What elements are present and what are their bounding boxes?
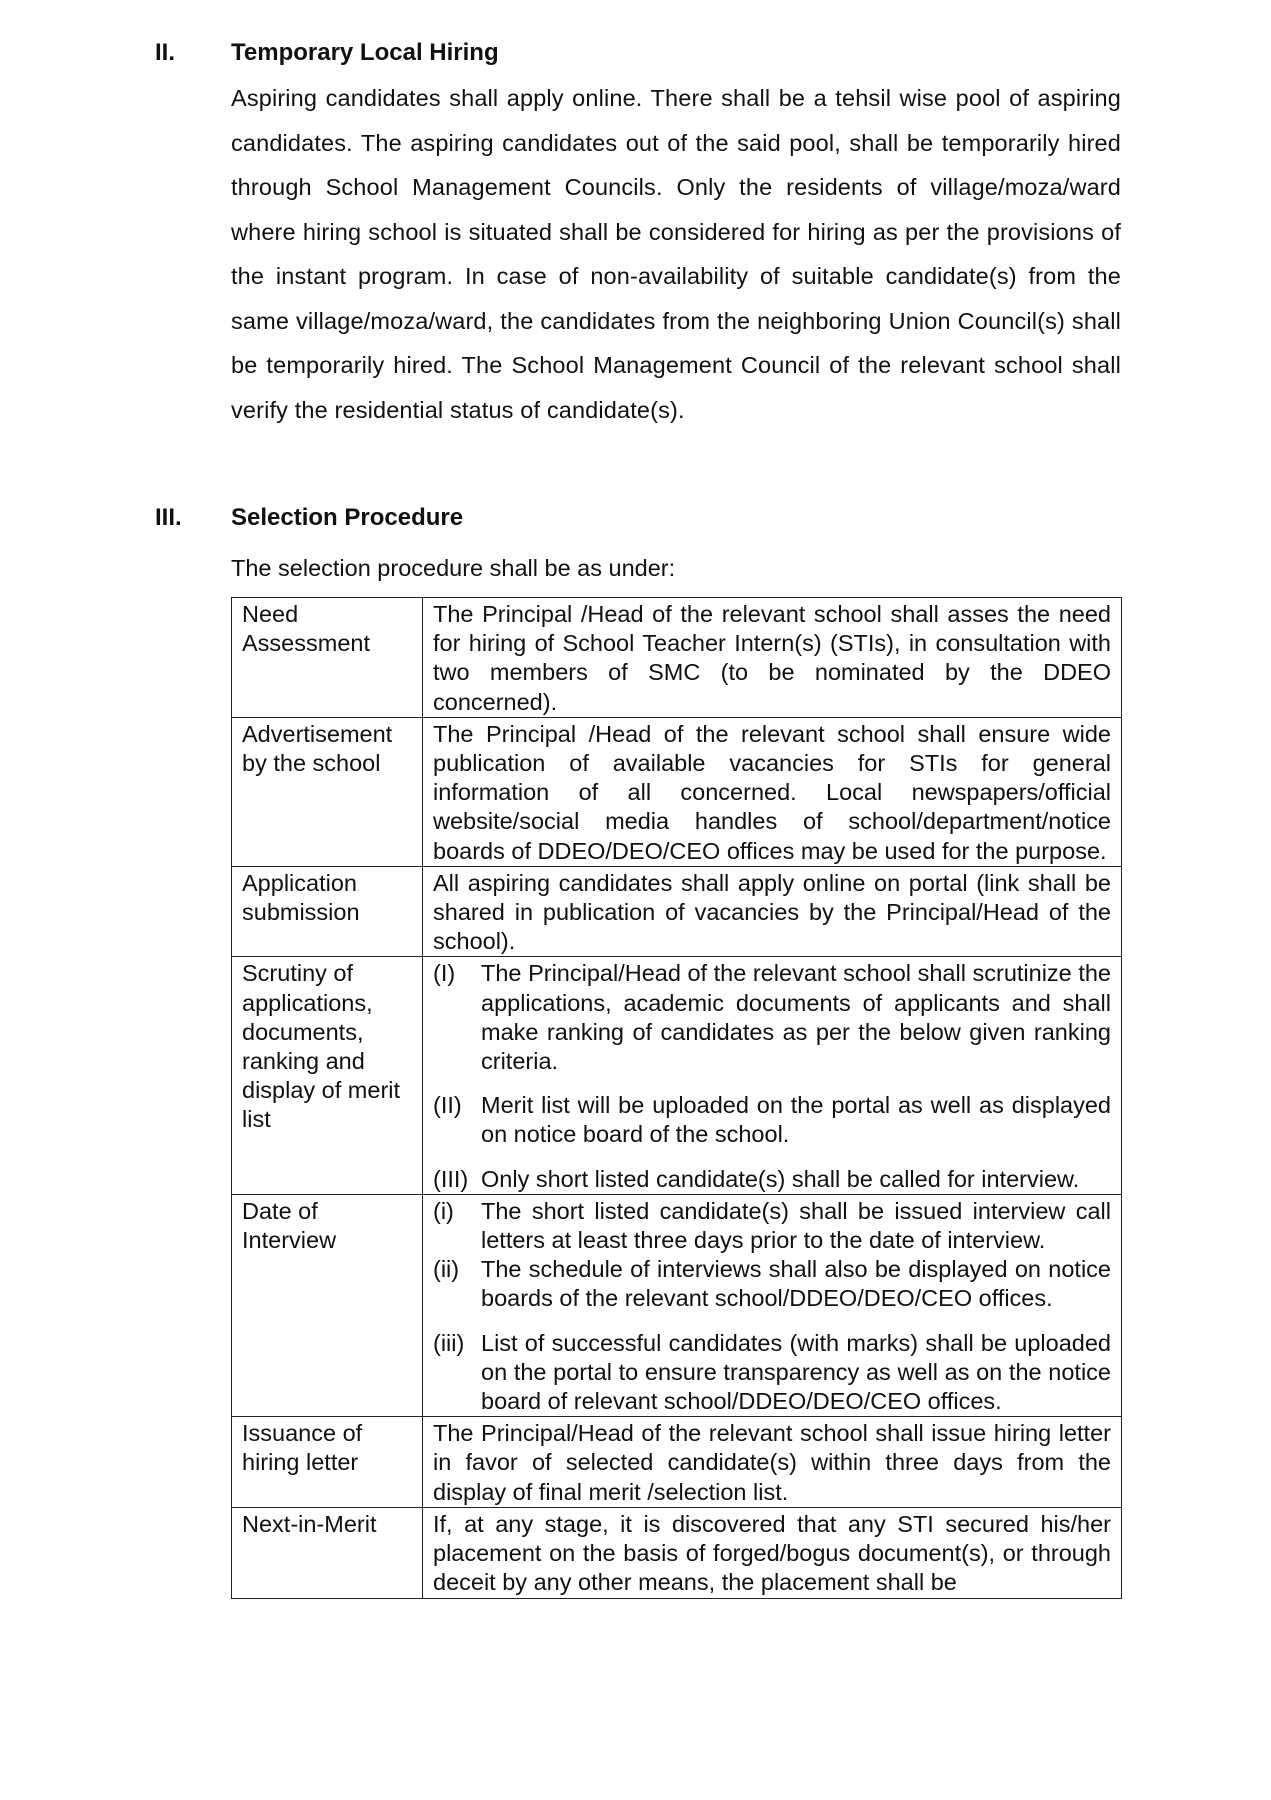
step-label: Application submission	[232, 866, 423, 957]
section-numeral: III.	[155, 504, 182, 531]
step-description: The Principal/Head of the relevant school shall issue hiring letter in favor of selected candidate(s) within three days from the display of final merit /selection list.	[423, 1417, 1122, 1508]
table-row	[232, 598, 1122, 718]
table-row	[232, 717, 1122, 866]
table-row	[232, 1194, 1122, 1416]
section-intro: The selection procedure shall be as under:	[231, 555, 676, 581]
section-paragraph: Aspiring candidates shall apply online. There shall be a tehsil wise pool of aspiring candidates. The aspiring candidates out of the said pool, shall be temporarily hired through School Management Councils. Only the residents of village/moza/ward where hiring school is situated shall be considered for hiring as per the provisions of the instant program. In case of non-availability of suitable candidate(s) from the same village/moza/ward, the candidates from the neighboring Union Council(s) shall be temporarily hired. The School Management Council of the relevant school shall verify the residential status of candidate(s).	[231, 85, 1121, 423]
step-description	[423, 1194, 1122, 1416]
step-description: The Principal /Head of the relevant school shall asses the need for hiring of School Teacher Intern(s) (STIs), in consultation with two members of SMC (to be nominated by the DDEO concerned).	[423, 598, 1122, 718]
table-row	[232, 957, 1122, 1194]
step-description: All aspiring candidates shall apply online on portal (link shall be shared in publication of vacancies by the Principal/Head of the school).	[423, 866, 1122, 957]
sub-item-text: The short listed candidate(s) shall be issued interview call letters at least three days prior to the date of interview.	[481, 1197, 1111, 1254]
sub-item	[433, 1197, 1111, 1255]
section-numeral: II.	[155, 39, 176, 66]
sub-item	[433, 1255, 1111, 1313]
sub-item-marker: (II)	[433, 1092, 462, 1119]
step-label: Need Assessment	[232, 598, 423, 718]
step-label: Scrutiny of applications, documents, ranking and display of merit list	[232, 957, 423, 1194]
step-label: Next-in-Merit	[232, 1507, 423, 1598]
step-label: Issuance of hiring letter	[232, 1417, 423, 1508]
sub-item-text: List of successful candidates (with marks) shall be uploaded on the portal to ensure transparency as well as on the notice board of relevant school/DDEO/DEO/CEO offices.	[481, 1329, 1111, 1415]
step-description: If, at any stage, it is discovered that any STI secured his/her placement on the basis of forged/bogus document(s), or through deceit by any other means, the placement shall be	[423, 1507, 1122, 1598]
step-label: Advertisement by the school	[232, 717, 423, 866]
sub-item-text: The schedule of interviews shall also be displayed on notice boards of the relevant school/DDEO/DEO/CEO offices.	[481, 1256, 1111, 1312]
sub-item-marker: (i)	[433, 1197, 454, 1224]
sub-item	[433, 959, 1111, 1076]
table-row	[232, 866, 1122, 957]
sub-item-text: The Principal/Head of the relevant school shall scrutinize the applications, academic documents of applicants and shall make ranking of candidates as per the below given ranking criteria.	[481, 960, 1111, 1075]
section-heading: Selection Procedure	[231, 504, 464, 531]
sub-item-text: Merit list will be uploaded on the portal as well as displayed on notice board of the school.	[481, 1092, 1111, 1148]
table-row	[232, 1507, 1122, 1598]
sub-item-marker: (ii)	[433, 1256, 460, 1283]
step-description	[423, 957, 1122, 1194]
step-label: Date of Interview	[232, 1194, 423, 1416]
sub-item	[433, 1329, 1111, 1417]
sub-item	[433, 1091, 1111, 1149]
table-row	[232, 1417, 1122, 1508]
sub-item-marker: (I)	[433, 960, 456, 987]
selection-procedure-table	[231, 597, 1122, 1599]
sub-item	[433, 1165, 1111, 1194]
section-heading: Temporary Local Hiring	[231, 39, 499, 66]
sub-item-marker: (III)	[433, 1165, 469, 1192]
sub-item-text: Only short listed candidate(s) shall be called for interview.	[481, 1165, 1080, 1192]
sub-item-marker: (iii)	[433, 1329, 465, 1356]
step-description: The Principal /Head of the relevant school shall ensure wide publication of available vacancies for STIs for general information of all concerned. Local newspapers/official website/social media handles of school/department/notice boards of DDEO/DEO/CEO offices may be used for the purpose.	[423, 717, 1122, 866]
